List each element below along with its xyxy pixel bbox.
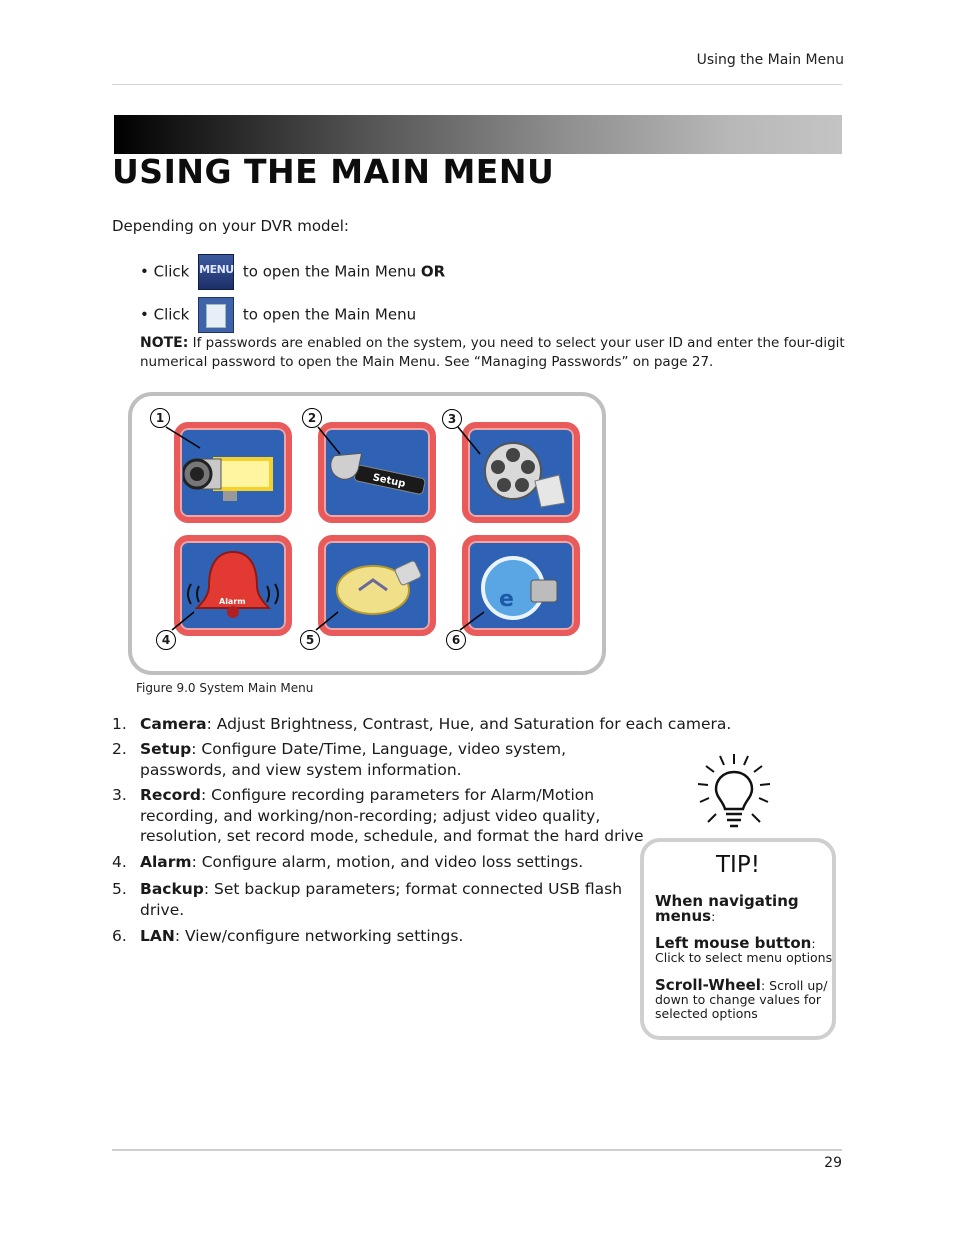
callout-3: 3 [442, 409, 462, 429]
bullet-prefix: • Click [140, 262, 190, 281]
intro-text: Depending on your DVR model: [112, 217, 349, 235]
callout-2: 2 [302, 408, 322, 428]
bullet-suffix: to open the Main Menu [242, 305, 417, 324]
lightbulb-icon [696, 752, 772, 834]
note-label: NOTE: [140, 335, 189, 351]
note-paragraph [140, 334, 845, 372]
bullet-prefix: • Click [140, 305, 190, 324]
callout-1: 1 [150, 408, 170, 428]
note-text: If passwords are enabled on the system, you need to select your user ID and enter the four-digit numerical password to open the Main Menu. See “Managing Passwords” on page 27. [140, 335, 845, 370]
tip-heading: When navigating menus: [655, 892, 799, 925]
page-title: USING THE MAIN MENU [112, 152, 555, 191]
callout-leaders [128, 392, 606, 675]
bullet-emphasis: OR [420, 262, 446, 281]
svg-text:e: e [499, 586, 514, 612]
section-banner [114, 115, 842, 154]
bullet-suffix: to open the Main Menu [242, 262, 417, 281]
figure-caption: Figure 9.0 System Main Menu [136, 681, 314, 695]
alarm-tile-label: Alarm [219, 596, 246, 606]
tip-left-mouse: Left mouse button: Click to select menu options [655, 934, 833, 965]
page-number: 29 [824, 1155, 842, 1171]
tip-scroll-wheel: Scroll-Wheel: Scroll up/ down to change values for selected options [655, 976, 828, 1021]
callout-6: 6 [446, 630, 466, 650]
callout-5: 5 [300, 630, 320, 650]
running-header: Using the Main Menu [696, 52, 844, 68]
setup-tile-label: Setup [371, 471, 407, 490]
bullet-menu-button [140, 254, 445, 290]
notepad-button-icon [198, 297, 234, 333]
header-rule [112, 84, 842, 85]
tip-title: TIP! [716, 852, 760, 878]
footer-rule [112, 1149, 842, 1151]
callout-4: 4 [156, 630, 176, 650]
bullet-notepad-button [140, 297, 416, 333]
menu-button-icon: MENU [198, 254, 234, 290]
